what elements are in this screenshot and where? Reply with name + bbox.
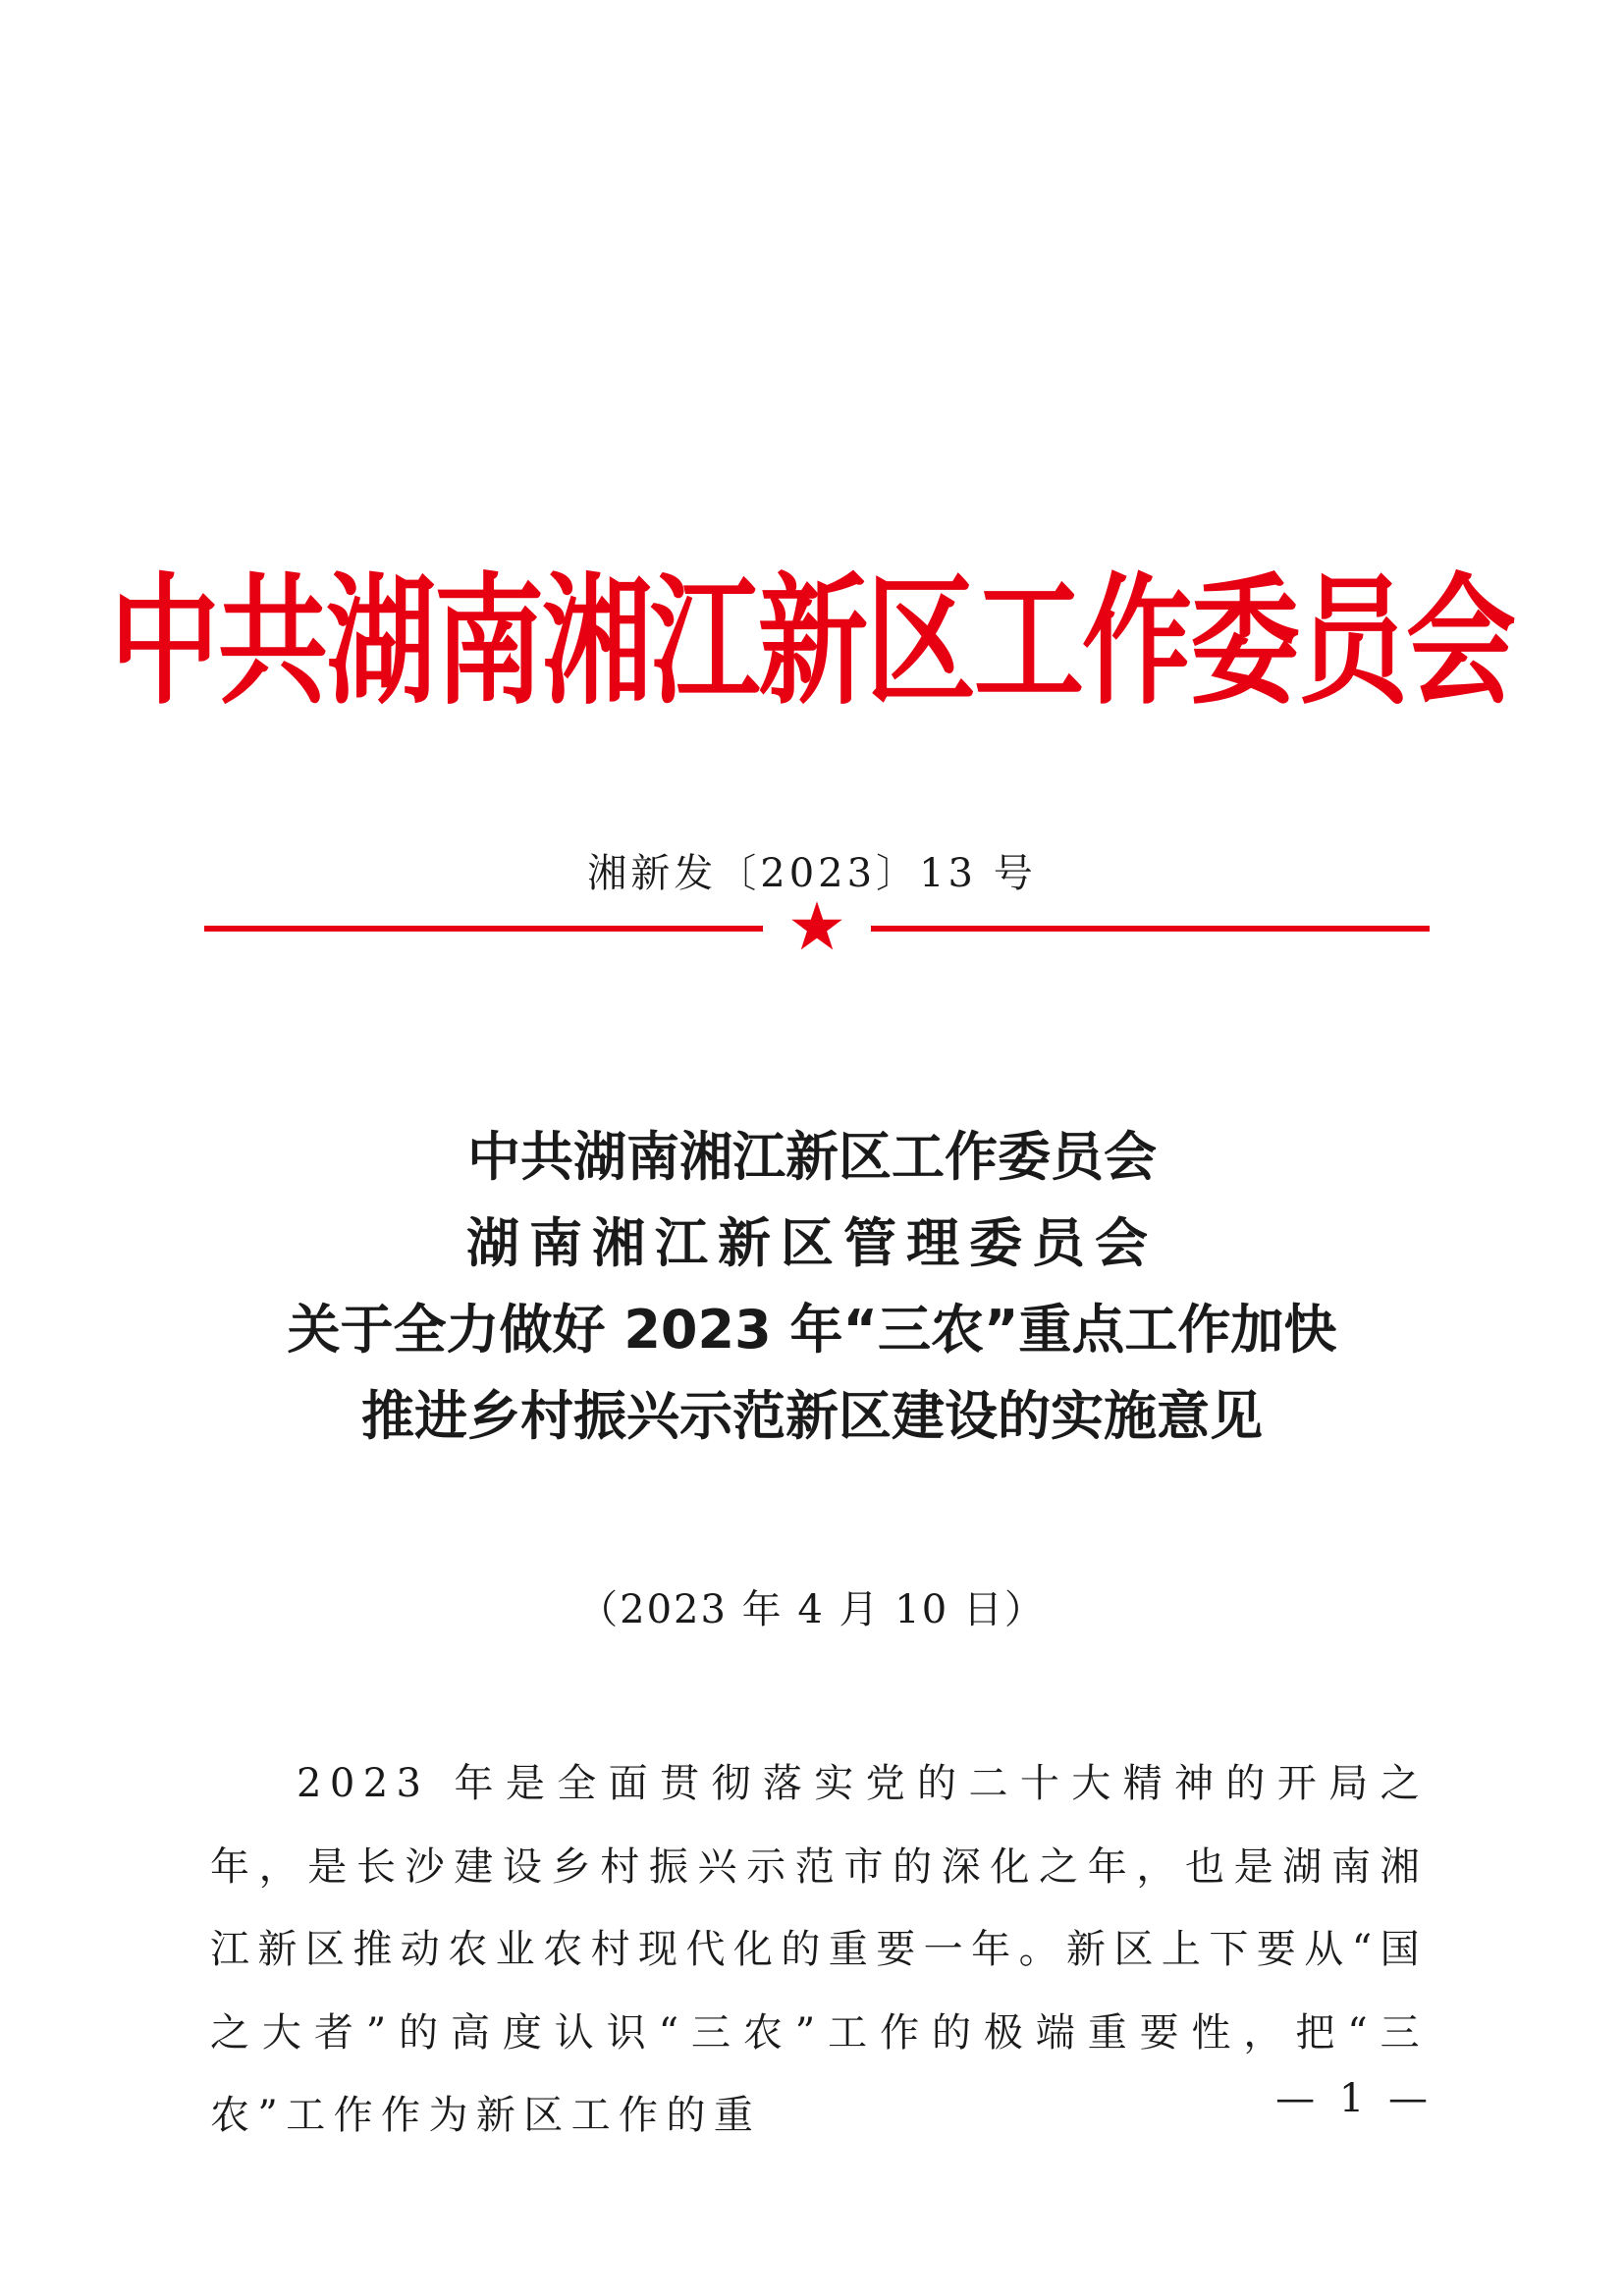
document-title (0, 1114, 1624, 1460)
title-line-1: 中共湖南湘江新区工作委员会 (467, 1126, 1157, 1188)
issue-date: （2023 年 4 月 10 日） (578, 1587, 1046, 1632)
document-number: 湘新发〔2023〕13 号 (587, 851, 1037, 896)
star-icon (789, 899, 844, 954)
red-rule-left (204, 926, 763, 932)
page-number: — 1 — (1275, 2076, 1434, 2121)
body-paragraph: 2023 年是全面贯彻落实党的二十大精神的开局之年，是长沙建设乡村振兴示范市的深化之年，也是湖南湘江新区推动农业农村现代化的重要一年。新区上下要从“国之大者”的高度认识“三农”工作的极端重要性，把“三农”工作作为新区工作的重 (210, 1761, 1428, 2138)
title-line-4: 推进乡村振兴示范新区建设的实施意见 (361, 1385, 1263, 1447)
red-rule-right (871, 926, 1430, 932)
title-line-2: 湖南湘江新区管理委员会 (466, 1212, 1158, 1274)
issuer-header: 中共湖南湘江新区工作委员会 (110, 561, 1514, 724)
title-line-3: 关于全力做好 2023 年“三农”重点工作加快 (287, 1299, 1337, 1361)
